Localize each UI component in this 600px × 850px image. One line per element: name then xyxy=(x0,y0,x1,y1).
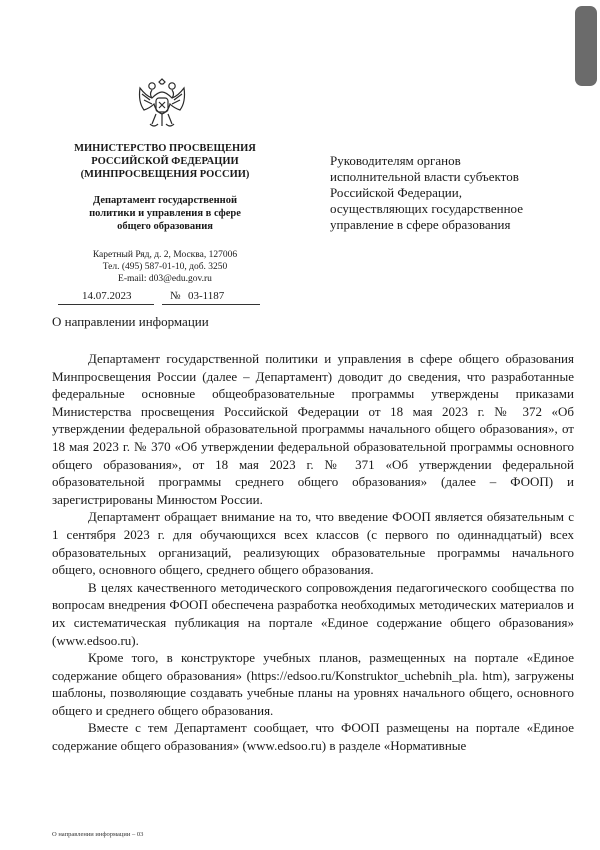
document-date: 14.07.2023 xyxy=(82,290,132,302)
number-underline xyxy=(162,304,260,305)
registration-line xyxy=(58,290,260,304)
document-number: 03-1187 xyxy=(188,290,225,302)
body-paragraph: Департамент государственной политики и управления в сфере общего образования Минпросвещения России (далее – Департамент) доводит до сведения, что разработанные федеральные основные общеобразовательные программы утверждены приказами Министерства просвещения Российской Федерации от 18 мая 2023 г. № 372 «Об утверждении федеральной образовательной программы начального общего образования», от 18 мая 2023 г. № 370 «Об утверждении федеральной образовательной программы основного общего образования», от 18 мая 2023 г. № 371 «Об утверждении федеральной образовательной программы среднего общего образования» (далее – ФООП) и зарегистрированы Минюстом России. xyxy=(52,351,574,507)
coat-of-arms-icon xyxy=(136,78,188,132)
document-subject: О направлении информации xyxy=(52,314,209,329)
document-body xyxy=(52,350,574,755)
address-block: Каретный Ряд, д. 2, Москва, 127006 Тел. (495) 587-01-10, доб. 3250 E-mail: d03@edu.gov.ru xyxy=(92,250,238,284)
body-paragraph: В целях качественного методического сопровождения педагогического сообщества по вопросам внедрения ФООП обеспечена разработка необходимых методических материалов и их систематическая публикация на портале «Единое содержание общего образования» (www.edsoo.ru). xyxy=(52,579,574,648)
body-paragraph: Вместе с тем Департамент сообщает, что ФООП размещены на портале «Единое содержание общего образования» (www.edsoo.ru) в разделе «Нормативные xyxy=(52,720,574,754)
body-paragraph: Департамент обращает внимание на то, что введение ФООП является обязательным с 1 сентября 2023 г. для обучающихся всех классов (с первого по одиннадцатый) всех образовательных организаций, реализующих образовательные программы начального общего, основного общего, среднего общего образования. xyxy=(52,509,574,578)
body-paragraph: Кроме того, в конструкторе учебных планов, размещенных на портале «Единое содержание общего образования» (https://edsoo.ru/Konstruktor_uchebnih_pla. htm), загружены шаблоны, позволяющие создавать учебные планы на уровнях начального общего, основного общего и среднего общего образования. xyxy=(52,650,574,718)
number-label: № xyxy=(170,290,181,302)
ministry-name: МИНИСТЕРСТВО ПРОСВЕЩЕНИЯ РОССИЙСКОЙ ФЕДЕРАЦИИ (МИНПРОСВЕЩЕНИЯ РОССИИ) xyxy=(74,143,256,180)
page-footer: О направлении информации – 03 xyxy=(52,831,144,838)
scrollbar-thumb[interactable] xyxy=(575,6,597,86)
date-underline xyxy=(58,304,154,305)
recipient-block: Руководителям органов исполнительной власти субъектов Российской Федерации, осуществляющих государственное управление в сфере образования xyxy=(330,153,523,232)
department-name: Департамент государственной политики и управления в сфере общего образования xyxy=(89,195,241,232)
